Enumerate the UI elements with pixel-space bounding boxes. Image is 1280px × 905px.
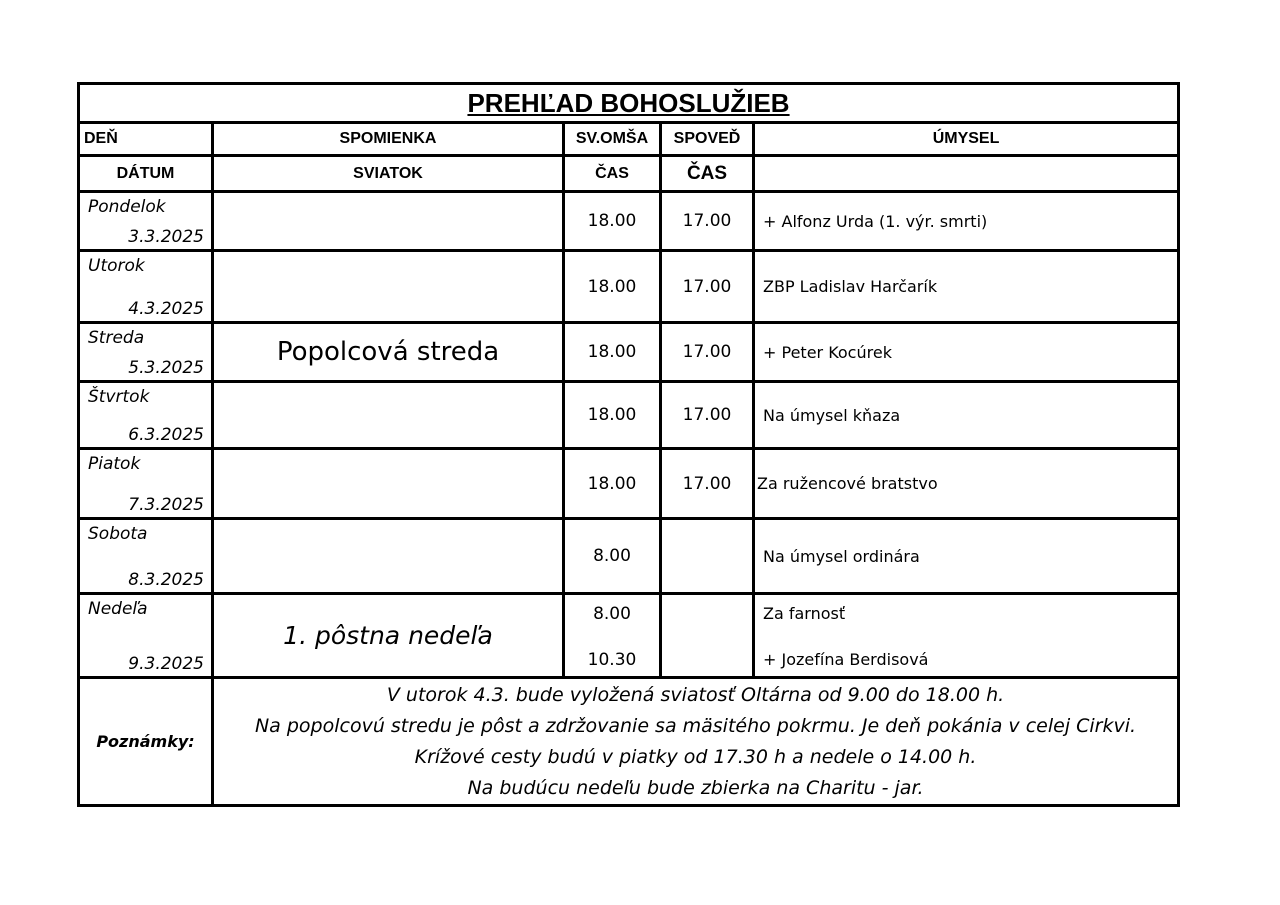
mass-time: 18.00 (564, 382, 661, 449)
note-line: Krížové cesty budú v piatky od 17.30 h a nedele o 14.00 h. (414, 745, 977, 768)
table-row (79, 449, 1179, 519)
table-row (79, 251, 1179, 323)
feast-cell (213, 449, 564, 519)
day-date: 6.3.2025 (128, 425, 204, 445)
header-confession: SPOVEĎ (661, 123, 754, 156)
day-date: 7.3.2025 (128, 495, 204, 515)
schedule-sheet (77, 82, 1177, 807)
intention: + Alfonz Urda (1. výr. smrti) (754, 192, 1179, 251)
mass-times (564, 594, 661, 678)
day-cell (79, 382, 213, 449)
notes-label: Poznámky: (79, 678, 213, 806)
table-row-sunday (79, 594, 1179, 678)
header-mass-time: ČAS (564, 156, 661, 192)
intention: ZBP Ladislav Harčarík (754, 251, 1179, 323)
intention: Na úmysel ordinára (754, 519, 1179, 594)
notes-row (79, 678, 1179, 806)
header-intention: ÚMYSEL (754, 123, 1179, 156)
table-row (79, 382, 1179, 449)
day-date: 8.3.2025 (128, 570, 204, 590)
confession-time (661, 594, 754, 678)
day-date: 3.3.2025 (128, 227, 204, 247)
day-date: 5.3.2025 (128, 358, 204, 378)
header-row-2 (79, 156, 1179, 192)
table-row (79, 519, 1179, 594)
day-date: 9.3.2025 (128, 654, 204, 674)
day-name: Piatok (88, 454, 141, 474)
note-line: V utorok 4.3. bude vyložená sviatosť Oltárna od 9.00 do 18.00 h. (386, 683, 1005, 706)
feast-cell (213, 382, 564, 449)
schedule-table (77, 82, 1180, 807)
header-memorial: SPOMIENKA (213, 123, 564, 156)
feast-cell (213, 251, 564, 323)
day-date: 4.3.2025 (128, 299, 204, 319)
intention: + Peter Kocúrek (754, 323, 1179, 382)
mass-time: 8.00 (593, 603, 631, 624)
intention: Za ružencové bratstvo (754, 449, 1179, 519)
day-name: Streda (88, 328, 145, 348)
notes-body (213, 678, 1179, 806)
day-name: Utorok (88, 256, 145, 276)
header-feast: SVIATOK (213, 156, 564, 192)
mass-time: 18.00 (564, 192, 661, 251)
table-row (79, 192, 1179, 251)
day-cell (79, 251, 213, 323)
confession-time: 17.00 (661, 382, 754, 449)
intention: Za farnosť (763, 603, 846, 623)
header-confession-time: ČAS (661, 156, 754, 192)
mass-time: 18.00 (564, 251, 661, 323)
note-line: Na popolcovú stredu je pôst a zdržovanie sa mäsitého pokrmu. Je deň pokánia v celej Cirkvi. (254, 714, 1137, 737)
header-day: DEŇ (79, 123, 213, 156)
feast-cell (213, 519, 564, 594)
feast-cell (213, 192, 564, 251)
intention: Na úmysel kňaza (754, 382, 1179, 449)
header-mass: SV.OMŠA (564, 123, 661, 156)
intention: + Jozefína Berdisová (763, 649, 929, 669)
header-row-1 (79, 123, 1179, 156)
page-title (79, 84, 1179, 123)
confession-time: 17.00 (661, 323, 754, 382)
header-intention-blank (754, 156, 1179, 192)
day-name: Pondelok (88, 197, 166, 217)
day-cell (79, 449, 213, 519)
day-cell (79, 323, 213, 382)
page-title-text: PREHĽAD BOHOSLUŽIEB (467, 88, 790, 118)
day-name: Sobota (88, 524, 148, 544)
day-cell (79, 192, 213, 251)
mass-time: 18.00 (564, 449, 661, 519)
mass-time: 18.00 (564, 323, 661, 382)
note-line: Na budúcu nedeľu bude zbierka na Charitu - jar. (467, 776, 924, 799)
day-cell (79, 519, 213, 594)
day-cell (79, 594, 213, 678)
header-date: DÁTUM (79, 156, 213, 192)
day-name: Štvrtok (88, 387, 150, 407)
mass-time: 10.30 (587, 649, 637, 670)
intentions (754, 594, 1179, 678)
confession-time: 17.00 (661, 449, 754, 519)
confession-time: 17.00 (661, 192, 754, 251)
mass-time: 8.00 (564, 519, 661, 594)
confession-time: 17.00 (661, 251, 754, 323)
confession-time (661, 519, 754, 594)
table-row (79, 323, 1179, 382)
feast-cell: 1. pôstna nedeľa (213, 594, 564, 678)
day-name: Nedeľa (88, 599, 148, 619)
feast-cell: Popolcová streda (213, 323, 564, 382)
